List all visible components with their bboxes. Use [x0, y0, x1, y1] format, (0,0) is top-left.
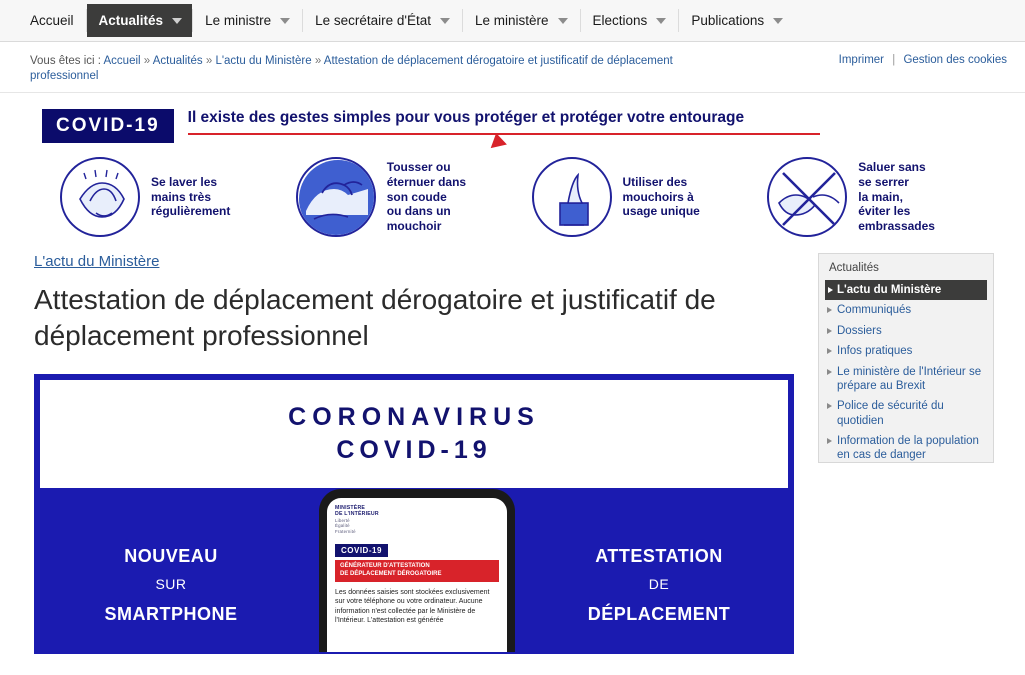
- nav-item-actualites[interactable]: [87, 4, 193, 37]
- sidebar-item-label: Police de sécurité du quotidien: [837, 400, 944, 427]
- phone-red-line2: DE DÉPLACEMENT DÉROGATOIRE: [340, 570, 442, 577]
- print-link[interactable]: Imprimer: [838, 54, 885, 66]
- sidebar-actualites: [818, 253, 994, 463]
- smartphone-mockup: [319, 489, 515, 654]
- nav-label: Le ministre: [205, 13, 272, 28]
- ministry-logo-line2: DE L'INTÉRIEUR: [335, 511, 379, 518]
- gesture-label: Se laver les mains très régulièrement: [151, 175, 231, 219]
- sidebar-item-police-securite[interactable]: [819, 396, 993, 431]
- illustration-left-text: [46, 546, 296, 625]
- chevron-down-icon: [656, 18, 666, 24]
- breadcrumb-actions: [839, 54, 1007, 66]
- illustration-left-big2: SMARTPHONE: [104, 603, 238, 624]
- rubric-link[interactable]: L'actu du Ministère: [34, 253, 160, 270]
- illustration-heading: [40, 380, 788, 488]
- illustration-right-big2: DÉPLACEMENT: [587, 603, 731, 624]
- breadcrumb: [30, 54, 730, 84]
- main-column: [34, 253, 794, 654]
- nav-item-le-ministere[interactable]: [463, 0, 580, 41]
- illustration-right-big: ATTESTATION: [595, 545, 723, 566]
- nav-item-elections[interactable]: [581, 0, 679, 41]
- no-handshake-icon: [767, 157, 847, 237]
- gesture-wash-hands: [60, 157, 296, 237]
- illustration-left-big: NOUVEAU: [124, 545, 218, 566]
- ministry-logo: [335, 505, 499, 535]
- nav-item-accueil[interactable]: [18, 0, 86, 41]
- breadcrumb-separator: »: [205, 55, 213, 67]
- nav-item-publications[interactable]: [679, 0, 795, 41]
- gesture-label: Tousser ou éternuer dans son coude ou dans un mouchoir: [386, 160, 467, 233]
- breadcrumb-bar: [0, 42, 1025, 93]
- nav-label: Le ministère: [474, 13, 549, 28]
- cookies-link[interactable]: Gestion des cookies: [903, 54, 1007, 66]
- covid-banner-header: [42, 109, 1003, 143]
- action-divider: |: [892, 54, 896, 66]
- main-navigation: [0, 0, 1025, 42]
- illustration-right-small: DE: [648, 575, 670, 592]
- nav-label: Le secrétaire d'État: [315, 13, 431, 28]
- page-title: Attestation de déplacement dérogatoire et justificatif de déplacement professionnel: [34, 284, 716, 351]
- chevron-down-icon: [280, 18, 290, 24]
- phone-body-text: Les données saisies sont stockées exclusivement sur votre téléphone ou votre ordinateur. Aucune information n'est collectée par le Ministère de l'Intérieur. L'attestation est générée: [335, 588, 490, 625]
- breadcrumb-link-actualites[interactable]: Actualités: [152, 55, 203, 67]
- sidebar-item-label: Communiqués: [837, 304, 912, 317]
- chevron-down-icon: [773, 18, 783, 24]
- tissue-icon: [532, 157, 612, 237]
- sidebar-item-actu-ministere[interactable]: [825, 280, 987, 300]
- gesture-label: Utiliser des mouchoirs à usage unique: [622, 175, 700, 219]
- chevron-down-icon: [440, 18, 450, 24]
- illustration-right-text: [534, 546, 784, 625]
- breadcrumb-prefix: Vous êtes ici :: [30, 55, 104, 67]
- sidebar-item-label: Le ministère de l'Intérieur se prépare au Brexit: [837, 365, 982, 392]
- article-illustration: [34, 374, 794, 654]
- cough-elbow-icon: [296, 157, 376, 237]
- breadcrumb-separator: »: [143, 55, 151, 67]
- sidebar-item-label: Infos pratiques: [837, 345, 913, 358]
- covid-underline: [188, 133, 820, 135]
- gesture-tissue: [532, 157, 768, 237]
- gesture-label: Saluer sans se serrer la main, éviter les embrassades: [858, 160, 935, 233]
- covid-tag: COVID-19: [42, 109, 174, 143]
- ministry-logo-line1: MINISTÈRE: [335, 504, 366, 511]
- chevron-down-icon: [558, 18, 568, 24]
- nav-label: Accueil: [30, 13, 74, 28]
- phone-covid-tag: COVID-19: [335, 544, 388, 557]
- sidebar-item-label: Information de la population en cas de danger: [837, 435, 979, 462]
- sidebar-item-dossiers[interactable]: [819, 321, 993, 341]
- nav-item-secretaire-etat[interactable]: [303, 0, 462, 41]
- phone-red-banner: [335, 560, 499, 582]
- breadcrumb-link-accueil[interactable]: Accueil: [103, 55, 141, 67]
- breadcrumb-separator: »: [314, 55, 322, 67]
- covid-banner: [0, 93, 1025, 243]
- covid-gestures: [42, 157, 1003, 237]
- breadcrumb-current: Attestation de déplacement dérogatoire et justificatif de déplacement professionnel: [30, 55, 673, 82]
- content-area: [0, 243, 1025, 654]
- nav-label: Publications: [691, 13, 765, 28]
- ministry-logo-motto: Liberté Égalité Fraternité: [335, 517, 356, 534]
- phone-screen: [327, 498, 507, 654]
- breadcrumb-link-actu-ministere[interactable]: L'actu du Ministère: [215, 55, 312, 67]
- sidebar-title: Actualités: [829, 262, 879, 274]
- arrow-icon: [490, 133, 509, 153]
- hand-wash-icon: [60, 157, 140, 237]
- sidebar-item-infos-pratiques[interactable]: [819, 341, 993, 361]
- illustration-heading-line2: COVID-19: [336, 435, 492, 464]
- gesture-cough-elbow: [296, 157, 532, 237]
- nav-item-le-ministre[interactable]: [193, 0, 302, 41]
- nav-label: Elections: [592, 13, 648, 28]
- illustration-left-small: SUR: [155, 575, 187, 592]
- phone-red-line1: GÉNÉRATEUR D'ATTESTATION: [340, 563, 430, 570]
- sidebar-item-label: L'actu du Ministère: [837, 284, 942, 296]
- illustration-heading-line1: CORONAVIRUS: [288, 402, 540, 431]
- sidebar-item-communiques[interactable]: [819, 300, 993, 320]
- nav-label: Actualités: [98, 13, 164, 28]
- phone-notch: [388, 491, 446, 496]
- sidebar-item-brexit[interactable]: [819, 362, 993, 397]
- covid-slogan-wrap: [188, 109, 1003, 135]
- sidebar-item-information-danger[interactable]: [819, 431, 993, 466]
- chevron-down-icon: [172, 18, 182, 24]
- covid-slogan: Il existe des gestes simples pour vous protéger et protéger votre entourage: [187, 109, 745, 126]
- sidebar-item-label: Dossiers: [837, 324, 882, 337]
- gesture-no-handshake: [767, 157, 1003, 237]
